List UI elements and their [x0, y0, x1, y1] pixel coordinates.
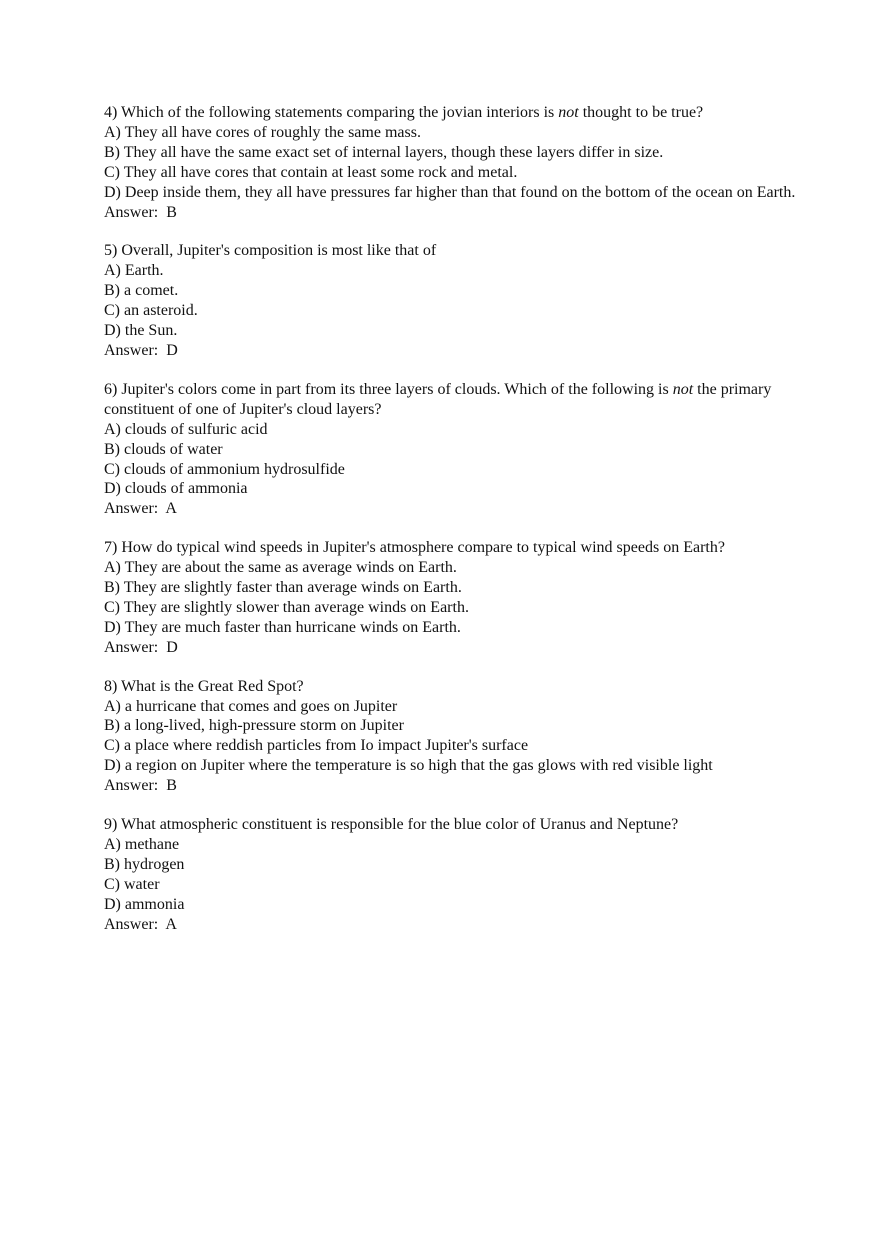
answer: Answer: B: [104, 777, 177, 795]
emphasis: not: [558, 104, 579, 121]
question-stem: 8) What is the Great Red Spot?: [104, 677, 304, 695]
question-stem: 5) Overall, Jupiter's composition is most like that of: [104, 242, 437, 260]
question-5: [104, 241, 804, 360]
option-b: B) They all have the same exact set of internal layers, though these layers differ in size.: [104, 143, 664, 161]
answer: Answer: A: [104, 500, 177, 518]
option-a: A) Earth.: [104, 262, 164, 280]
option-b: B) clouds of water: [104, 440, 223, 458]
option-b: B) hydrogen: [104, 855, 185, 873]
option-a: A) clouds of sulfuric acid: [104, 420, 268, 438]
question-6: [104, 380, 804, 519]
question-7: [104, 538, 804, 657]
option-d: D) the Sun.: [104, 322, 178, 340]
option-a: A) methane: [104, 836, 180, 853]
option-d: D) Deep inside them, they all have pressures far higher than that found on the bottom of the ocean on Earth.: [104, 183, 796, 201]
option-c: C) water: [104, 875, 160, 893]
option-c: C) a place where reddish particles from Io impact Jupiter's surface: [104, 737, 529, 755]
answer: Answer: D: [104, 638, 178, 656]
option-d: D) a region on Jupiter where the temperature is so high that the gas glows with red visible light: [104, 757, 713, 775]
option-b: B) They are slightly faster than average winds on Earth.: [104, 579, 462, 597]
option-b: B) a comet.: [104, 282, 179, 300]
emphasis: not: [672, 380, 694, 398]
question-8: [104, 677, 804, 796]
answer: Answer: A: [104, 915, 177, 933]
option-d: D) ammonia: [104, 895, 185, 913]
answer: Answer: B: [104, 203, 177, 221]
question-stem: 4) Which of the following statements comparing the jovian interiors is not thought to be true?: [104, 104, 704, 121]
option-b: B) a long-lived, high-pressure storm on Jupiter: [104, 717, 404, 735]
question-4: [104, 103, 804, 222]
option-c: C) They are slightly slower than average winds on Earth.: [104, 598, 469, 616]
answer: Answer: D: [104, 341, 178, 359]
option-c: C) They all have cores that contain at least some rock and metal.: [104, 163, 518, 181]
option-c: C) clouds of ammonium hydrosulfide: [104, 460, 345, 478]
question-9: [104, 815, 804, 934]
option-a: A) a hurricane that comes and goes on Jupiter: [104, 697, 398, 715]
option-c: C) an asteroid.: [104, 302, 198, 320]
option-d: D) clouds of ammonia: [104, 480, 248, 498]
option-d: D) They are much faster than hurricane winds on Earth.: [104, 618, 461, 636]
document-page: [104, 103, 804, 954]
question-stem: 9) What atmospheric constituent is responsible for the blue color of Uranus and Neptune?: [104, 816, 679, 834]
option-a: A) They all have cores of roughly the same mass.: [104, 123, 421, 141]
option-a: A) They are about the same as average winds on Earth.: [104, 559, 457, 577]
question-stem: 6) Jupiter's colors come in part from its three layers of clouds. Which of the following is not the primary constituent of one of Jupiter's cloud layers?: [104, 380, 776, 418]
question-stem: 7) How do typical wind speeds in Jupiter's atmosphere compare to typical wind speeds on Earth?: [104, 539, 725, 557]
